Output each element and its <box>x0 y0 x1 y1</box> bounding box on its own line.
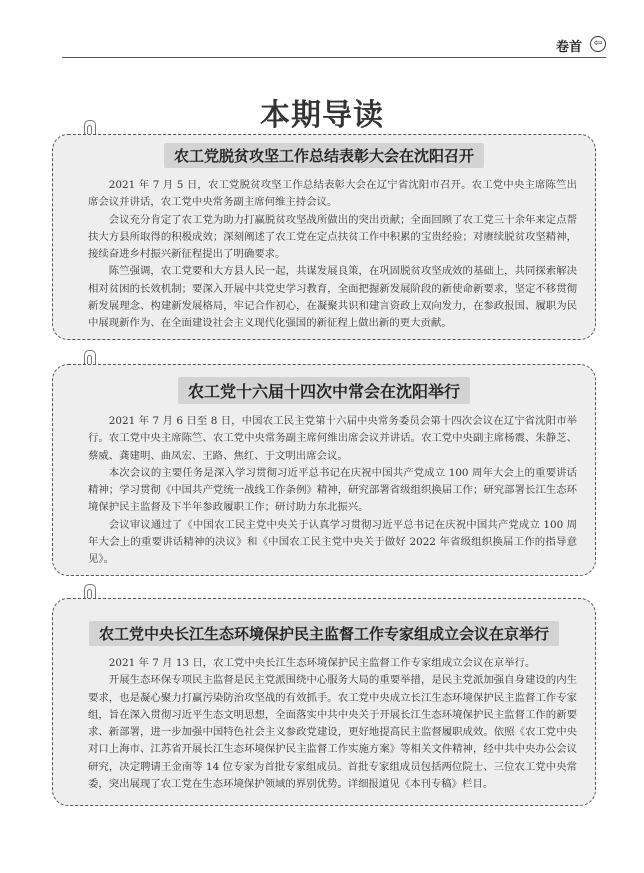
article-title: 农工党脱贫攻坚工作总结表彰大会在沈阳召开 <box>164 143 484 168</box>
article-paragraph: 本次会议的主要任务是深入学习贯彻习近平总书记在庆祝中国共产党成立 100 周年大会上的重要讲话精神；学习贯彻《中国共产党统一战线工作条例》精神，研究部署省级组织换届工作；研究部署长江生态环境保护民主监督及下半年参政履职工作；研讨助力东北振兴。 <box>88 466 577 514</box>
article-paragraph: 2021 年 7 月 6 日至 8 日，中国农工民主党第十六届中央常务委员会第十四次会议在辽宁省沈阳市举行。农工党中央主席陈竺、农工党中央常务副主席何维出席会议并讲话。农工党中央副主席杨震、朱静芝、蔡威、龚建明、曲凤宏、王路、焦红、于文明出席会议。 <box>88 415 577 462</box>
article-title: 农工党十六届十四次中常会在沈阳举行 <box>178 377 470 404</box>
arrow-circle-icon: ⇦ <box>590 36 606 52</box>
article-paragraph: 陈竺强调，农工党要和大方县人民一起，共谋发展良策，在巩固脱贫攻坚成效的基础上，共同探索解决相对贫困的长效机制；要深入开展中共党史学习教育，全面把握新发展阶段的新使命新要求，坚定不移贯彻新发展理念、构建新发展格局，牢记合作初心，在凝聚共识和建言资政上双向发力，在参政报国、履职为民中展现新作为、在全面建设社会主义现代化强国的新征程上做出新的更大贡献。 <box>88 265 577 330</box>
article-title-wrap <box>53 621 595 646</box>
page-header <box>62 36 606 56</box>
article-paragraph: 2021 年 7 月 13 日，农工党中央长江生态环境保护民主监督工作专家组成立会议在京举行。 <box>108 657 536 669</box>
article-title: 农工党中央长江生态环境保护民主监督工作专家组成立会议在京举行 <box>89 621 559 646</box>
page-title: 本期导读 <box>260 98 384 133</box>
article-body <box>88 413 577 569</box>
header-divider <box>62 57 606 58</box>
article-paragraph: 开展生态环保专项民主监督是民主党派围绕中心服务大局的重要举措，是民主党派加强自身建设的内生要求，也是凝心聚力打赢污染防治攻坚战的有效抓手。农工党中央成立长江生态环境保护民主监督工作专家组，旨在深入贯彻习近平生态文明思想，全面落实中共中央关于开展长江生态环境保护民主监督工作的新要求、新部署，进一步加强中国特色社会主义参政党建设，更好地提高民主监督履职成效。依照《农工党中央对口上海市、江苏省开展长江生态环境保护民主监督工作实施方案》等相关文件精神，经中共中央办公会议研究，决定聘请王金南等 14 位专家为首批专家组成员。首批专家组成员包括两位院士、三位农工党中央常委，突出展现了农工党在生态环境保护领域的界别优势。详细报道见《本刊专稿》栏目。 <box>88 674 577 791</box>
article-card <box>52 598 596 806</box>
article-paragraph: 2021 年 7 月 5 日，农工党脱贫攻坚工作总结表彰大会在辽宁省沈阳市召开。农工党中央主席陈竺出席会议并讲话，农工党中央常务副主席何维主持会议。 <box>88 179 577 209</box>
article-paragraph: 会议审议通过了《中国农工民主党中央关于认真学习贯彻习近平总书记在庆祝中国共产党成立 100 周年大会上的重要讲话精神的决议》和《中国农工民主党中央关于做好 2022 年省级组织换届工作的指导意见》。 <box>88 518 577 566</box>
article-body <box>88 177 577 333</box>
article-paragraph: 会议充分肯定了农工党为助力打赢脱贫攻坚战所做出的突出贡献；全面回顾了农工党三十余年来定点帮扶大方县所取得的积极成效；深刻阐述了农工党在定点扶贫工作中积累的宝贵经验；对赓续脱贫攻坚精神，接续奋进乡村振兴新征程提出了明确要求。 <box>88 213 577 261</box>
article-title-wrap <box>53 143 595 168</box>
article-title-wrap <box>53 377 595 404</box>
article-body <box>88 655 577 793</box>
article-card <box>52 364 596 576</box>
article-card <box>52 134 596 340</box>
section-label: 卷首 <box>555 40 582 55</box>
